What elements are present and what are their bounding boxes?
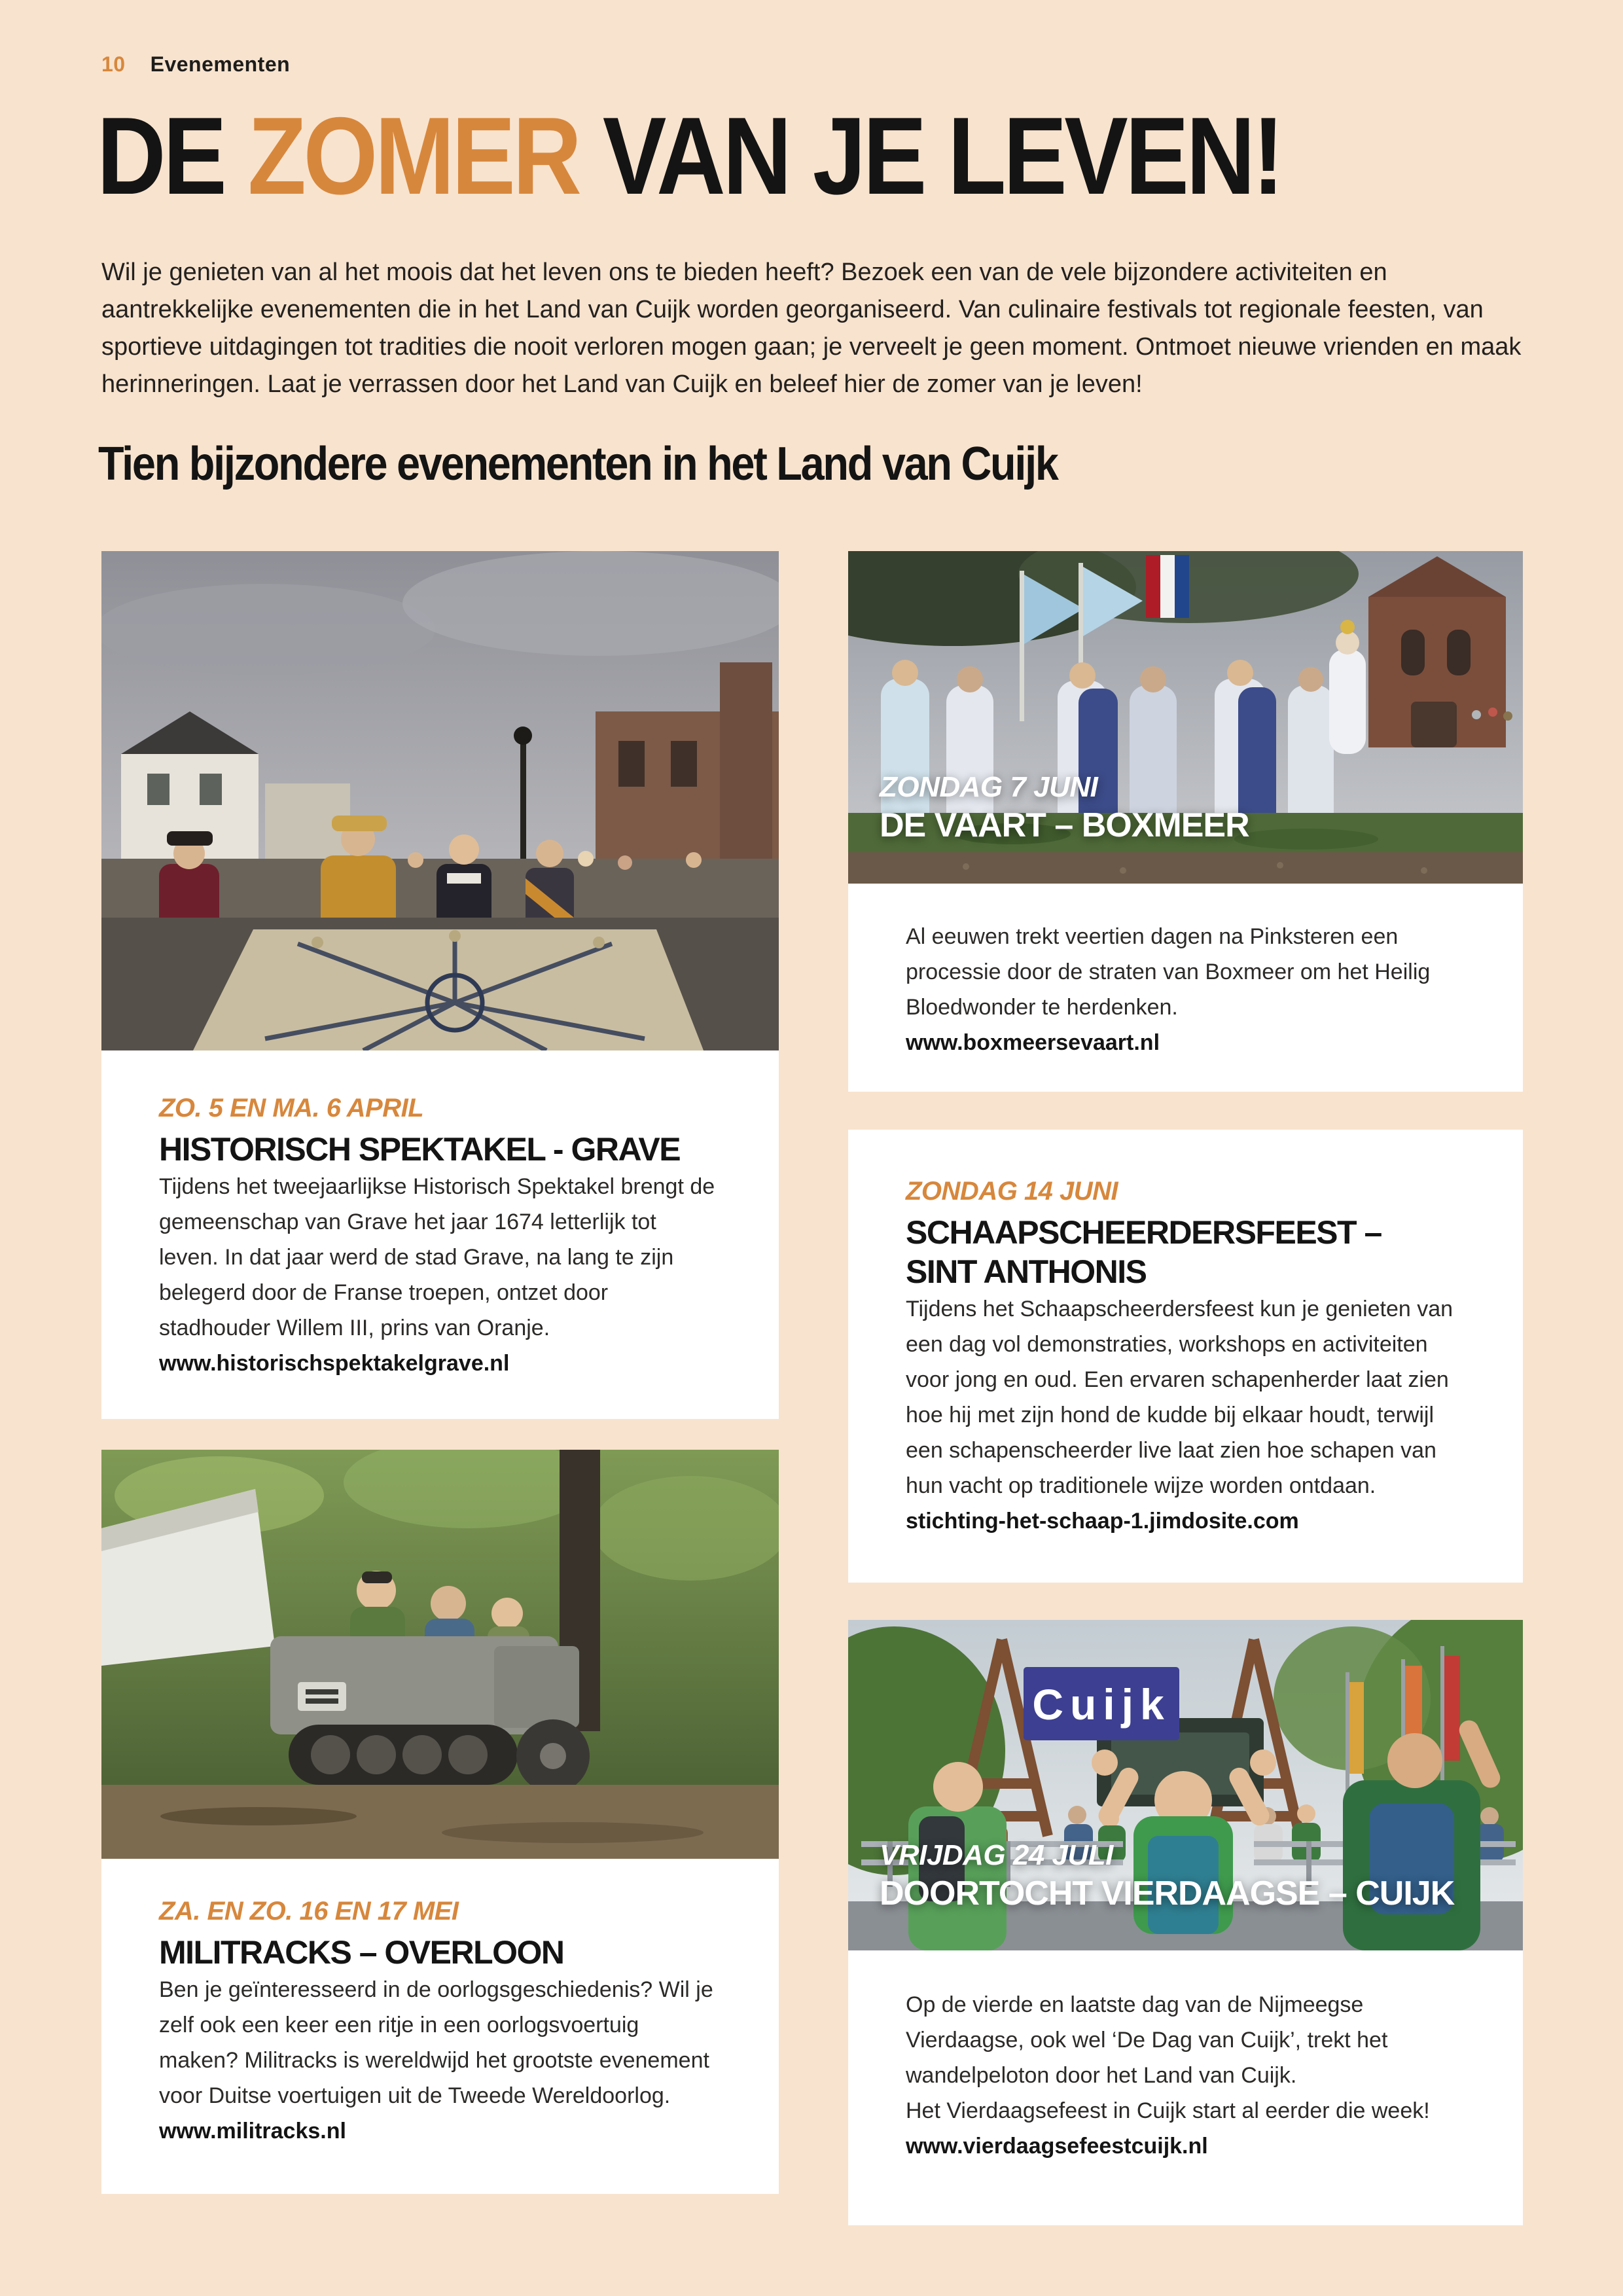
historic-parade-illustration <box>101 551 779 1050</box>
photo-overlay-date: VRIJDAG 24 JULI <box>880 1839 1113 1871</box>
historisch-spektakel-photo <box>101 551 779 1050</box>
cuijk-banner-text: Cuijk <box>1032 1680 1171 1729</box>
photo-overlay-title: DOORTOCHT VIERDAAGSE – CUIJK <box>880 1874 1455 1912</box>
event-card-text <box>101 1050 779 1381</box>
event-card-schaapscheerdersfeest <box>848 1130 1523 1583</box>
event-url[interactable]: www.vierdaagsefeestcuijk.nl <box>906 2134 1208 2159</box>
event-url[interactable]: stichting-het-schaap-1.jimdosite.com <box>906 1509 1299 1534</box>
page-header <box>101 52 290 77</box>
de-vaart-photo <box>848 551 1523 884</box>
title-prefix: DE <box>97 94 248 217</box>
section-heading: Tien bijzondere evenementen in het Land van Cuijk <box>98 438 1058 490</box>
title-accent: ZOMER <box>247 94 579 217</box>
title-suffix: VAN JE LEVEN! <box>579 94 1282 217</box>
event-url[interactable]: www.militracks.nl <box>159 2119 346 2144</box>
event-description-line2: Het Vierdaagsefeest in Cuijk start al eerder die week! <box>906 2098 1430 2123</box>
event-date: ZO. 5 EN MA. 6 APRIL <box>159 1094 424 1122</box>
event-url[interactable]: www.historischspektakelgrave.nl <box>159 1351 510 1376</box>
event-card-historisch-spektakel <box>101 551 779 1419</box>
event-date: ZA. EN ZO. 16 EN 17 MEI <box>159 1897 459 1926</box>
page-number: 10 <box>101 52 126 76</box>
militracks-photo <box>101 1450 779 1859</box>
event-card-militracks <box>101 1450 779 2194</box>
event-card-de-vaart <box>848 551 1523 1092</box>
photo-overlay-title: DE VAART – BOXMEER <box>880 806 1249 844</box>
event-card-text <box>848 884 1523 1060</box>
event-description: Tijdens het tweejaarlijkse Historisch Spektakel brengt de gemeenschap van Grave het jaar 1674 letterlijk tot leven. In dat jaar werd de stad Grave, na lang te zijn belegerd door de Franse troepen, ontzet door stadhouder Willem III, prins van Oranje. <box>159 1174 715 1340</box>
event-description: Tijdens het Schaapscheerdersfeest kun je genieten van een dag vol demonstraties, workshops en activiteiten voor jong en oud. Een ervaren schapenherder laat zien hoe hij met zijn hond de kudde bij elkaar houdt, terwijl een schapenscheerder live laat zien hoe schapen van hun vacht op traditionele wijze worden ontdaan. <box>906 1297 1454 1498</box>
page-title <box>97 94 1459 217</box>
photo-overlay <box>880 769 1249 846</box>
event-title: MILITRACKS – OVERLOON <box>159 1934 564 1971</box>
section-label: Evenementen <box>150 52 291 76</box>
photo-overlay-date: ZONDAG 7 JUNI <box>880 770 1098 803</box>
event-url[interactable]: www.boxmeersevaart.nl <box>906 1030 1160 1055</box>
intro-text: Wil je genieten van al het moois dat het leven ons te bieden heeft? Bezoek een van de vele bijzondere activiteiten en aantrekkelijke evenementen die in het Land van Cuijk worden georganiseerd. Van culinaire festivals tot regionale feesten, van sportieve uitdagingen tot tradities die nooit verloren mogen gaan; je verveelt je geen moment. Ontmoet nieuwe vrienden en maak herinneringen. Laat je verrassen door het Land van Cuijk en beleef hier de zomer van je leven! <box>101 259 1522 398</box>
event-date: ZONDAG 14 JUNI <box>906 1177 1118 1206</box>
event-card-text <box>848 1950 1523 2164</box>
event-title: HISTORISCH SPEKTAKEL - GRAVE <box>159 1131 681 1168</box>
event-description: Al eeuwen trekt veertien dagen na Pinksteren een processie door de straten van Boxmeer om het Heilig Bloedwonder te herdenken. <box>906 924 1431 1020</box>
vierdaagse-photo <box>848 1620 1523 1950</box>
photo-overlay <box>880 1837 1454 1914</box>
halftrack-vehicle-illustration <box>101 1450 779 1859</box>
event-card-vierdaagse <box>848 1620 1523 2225</box>
event-card-text <box>848 1130 1523 1539</box>
event-title: SCHAAPSCHEERDERSFEEST – SINT ANTHONIS <box>906 1214 1382 1290</box>
event-card-text <box>101 1859 779 2149</box>
event-description: Op de vierde en laatste dag van de Nijmeegse Vierdaagse, ook wel ‘De Dag van Cuijk’, trekt het wandelpeloton door het Land van Cuijk. <box>906 1992 1388 2088</box>
event-description: Ben je geïnteresseerd in de oorlogsgeschiedenis? Wil je zelf ook een keer een ritje in een oorlogsvoertuig maken? Militracks is wereldwijd het grootste evenement voor Duitse voertuigen uit de Tweede Wereldoorlog. <box>159 1977 713 2108</box>
